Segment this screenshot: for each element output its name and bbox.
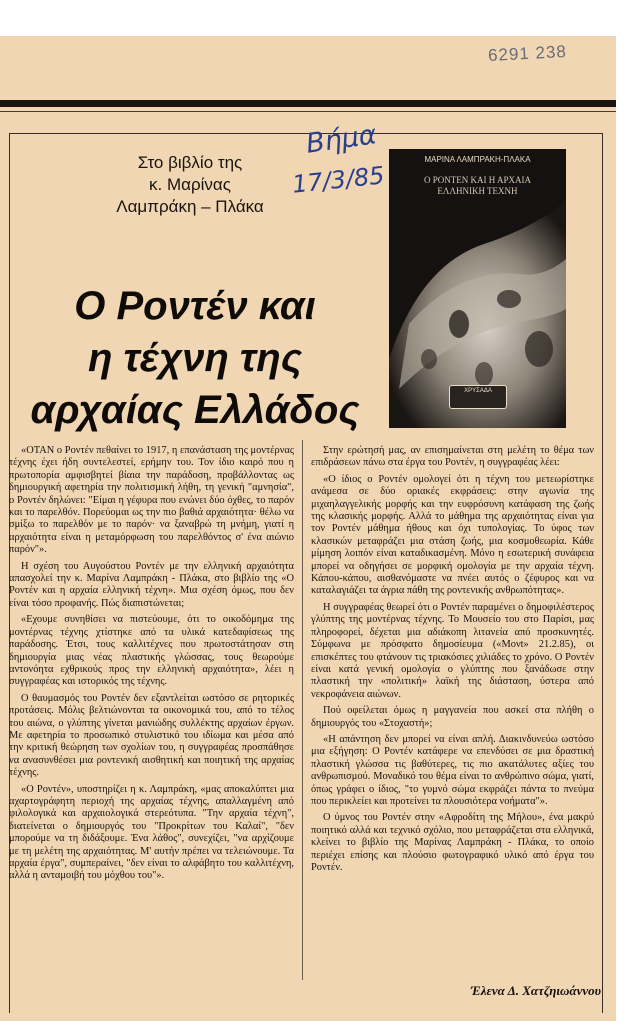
author-signature: Έλενα Δ. Χατζηιωάννου	[470, 983, 601, 998]
article-paragraph: «Εχουμε συνηθίσει να πιστεύουμε, ότι το οικοδόμημα της μοντέρνας τέχνης χτίστηκε από τα υλικά κατεδαφίσεως της παράδοσης. Έτσι, τους καλλιτέχνες που πρωτοστάτησαν στη δημιουργία μιας νέας πλαστικής γλώσσας, τους θεωρούμε αντονόητα εχθρικούς προς την ελληνική αρχαιότητα», λέει η συγγραφέας και ιστορικός της τέχνης.	[9, 614, 294, 688]
header-rule-thin	[0, 111, 616, 112]
title-line: αρχαίας Ελλάδος	[30, 388, 360, 432]
handwritten-newspaper: Βήμα	[304, 119, 379, 160]
header-rule-thick	[0, 100, 616, 107]
article-paragraph: «ΟΤΑΝ ο Ροντέν πεθαίνει το 1917, η επανάσταση της μοντέρνας τέχνης έχει ήδη συντελεστεί, ερήμην του. Τον ίδιο καιρό που η πρωτοπορία αμφισβητεί βίαια την παράδοση, προβάλλοντας ως δημιουργική αφετηρία την πολιτισμική λήθη, τη γενική "αμνησία", ο Ροντέν δηλώνει: "Είμαι η γέφυρα που ενώνει δύο όχθες, το παρόν και το παρελθόν. Πορεύομαι ως την πιο βαθιά αρχαιότητα· θέλω να σμίξω το παρελθόν με το παρόν· να ξαναβρώ τη μνήμη, γιατί η αρχαιότητα είναι η μεταμόρφωση του παρελθόντος σ' ένα αιώνιο παρόν"».	[9, 445, 294, 556]
book-author: ΜΑΡΙΝΑ ΛΑΜΠΡΑΚΗ-ΠΛΑΚΑ	[424, 155, 531, 164]
archive-number: 6291 238	[487, 41, 568, 66]
title-line: Ο Ροντέν και	[74, 284, 316, 328]
publisher-logo: ΧΡΥΣΑΔΑ	[449, 385, 507, 409]
frame-right-line	[602, 133, 603, 1013]
article-paragraph: Πού οφείλεται όμως η μαγγανεία που ασκεί στα πλήθη ο δημιουργός του «Στοχαστή»;	[311, 705, 594, 729]
article-paragraph: Ο ύμνος του Ροντέν στην «Αφροδίτη της Μήλου», ένα μακρύ ποιητικό αλλά και τεχνικό σχόλιο, που μεταφράζεται στα ελληνικά, κλείνει το βιβλίο της Μαρίνας Λαμπράκη - Πλάκα, το οποίο περιέχει επίσης και πλούσιο φωτογραφικό υλικό από έργα του Ροντέν.	[311, 812, 594, 873]
article-paragraph: «Ο Ροντέν», υποστηρίζει η κ. Λαμπράκη, «μας αποκαλύπτει μια αχαρτογράφητη περιοχή της αρχαίας τέχνης, απαλλαγμένη από φιλολογικά και αρχαιολογικά στερεότυπα. "Την αρχαία τέχνη", διατείνεται ο δημιουργός του "Προκρίτων του Καλαί", "δεν μπορούμε να τη διδάξουμε. Ένα λάθος", συνεχίζει, "να αρχίζουμε με τη μελέτη της αρχαιότητας. Μ' αυτήν πρέπει να τελειώνουμε. Τα αρχαία έργα", συμπεραίνει, "δεν είναι το αλφάβητο του καλλιτέχνη, αλλά η ανταμοιβή του μόχθου του"».	[9, 783, 294, 882]
book-title	[389, 175, 566, 197]
article-title	[30, 280, 360, 436]
article-paragraph: Στην ερώτησή μας, αν επισημαίνεται στη μελέτη το θέμα των επιδράσεων πάνω στα έργα του Ροντέν, η συγγραφέας λέει:	[311, 445, 594, 469]
column-divider	[302, 440, 303, 980]
book-cover-photo	[389, 149, 566, 428]
article-paragraph: «Η απάντηση δεν μπορεί να είναι απλή. Διακινδυνεύω ωστόσο μια εξήγηση: Ο Ροντέν κατάφερε να επενδύσει σε μια δραστική πλαστική γλώσσα τις βαθύτερες, τις πιο ακατάλυτες αξίες του ανθρωπισμού. Μοναδικό του θέμα είναι το ανθρώπινο σώμα, γιατί, όπως γράφει ο ίδιος, "το γυμνό σώμα εκφράζει πάντα το πνεύμα που περικλείει και προτείνει τα πλουσιότερα νοήματα"».	[311, 733, 594, 807]
intro-line: Στο βιβλίο της	[137, 153, 243, 172]
intro-line: κ. Μαρίνας	[149, 175, 231, 194]
book-title-line: Ο ΡΟΝΤΕΝ ΚΑΙ Η ΑΡΧΑΙΑ	[424, 175, 531, 185]
article-paragraph: Η σχέση του Αυγούστου Ροντέν με την ελληνική αρχαιότητα απασχολεί την κ. Μαρίνα Λαμπράκη - Πλάκα, στο βιβλίο της «Ο Ροντέν και η αρχαία ελληνική τέχνη». Μια σχέση όμως, που δεν είναι τόσο προφανής. Πώς διαπιστώνεται;	[9, 560, 294, 609]
article-paragraph: «Ο ίδιος ο Ροντέν ομολογεί ότι η τέχνη του μετεωρίστηκε ανάμεσα σε δύο οριακές εκφράσεις: στην αγωνία της μιχαηλαγγελικής μορφής και την ευφρόσυνη κατάφαση της ζωής της κλασικής μορφής. Αλλά το μάθημα της αρχαιότητας είναι για τον Ροντέν μάθημα ήθους και όχι τυπολογίας. Το ύφος των κλασικών μεταφράζει μια στάση ζωής, μια κοσμοθεωρία. Κάθε μίμηση λοιπόν είναι καταδικασμένη. Μόνο η εσωτερική συνάφεια μπορεί να οδηγήσει σε μορφική ομολογία με την αρχαία τέχνη. Κάπου-κάπου, αισθανόμαστε να πνέει αυτός ο ζέφυρος και να καταλαγιάζει τα άγρια πάθη της ροντενικής ανθρωπότητας».	[311, 473, 594, 597]
article-paragraph: Η συγγραφέας θεωρεί ότι ο Ροντέν παραμένει ο δημοφιλέστερος γλύπτης της μοντέρνας τέχνης. Το Μουσείο του στο Παρίσι, μας πληροφορεί, δέχεται μια αδιάκοπη λιτανεία από προσκυνητές. Σύμφωνα με πρόσφατο δημοσίευμα («Μονt» 21.2.85), οι επισκέπτες του φτάνουν τις τριακόσιες χιλιάδες το χρόνο. Ο Ροντέν είναι κατά γενική ομολογία ο γλύπτης που ξανάδωσε στην πλαστική την «πολιτική» λαϊκή της διάσταση, ύστερα από νεκροφάνεια αιώνων.	[311, 601, 594, 700]
intro-line: Λαμπράκη – Πλάκα	[116, 197, 264, 216]
handwritten-date: 17/3/85	[290, 161, 386, 199]
article-column-left	[9, 445, 294, 887]
intro-text	[100, 152, 280, 218]
title-line: η τέχνη της	[87, 336, 302, 380]
handwritten-annotation	[290, 119, 402, 214]
article-column-right	[311, 445, 594, 878]
article-paragraph: Ο θαυμασμός του Ροντέν δεν εξαντλείται ωστόσο σε ρητορικές προτάσεις. Μόλις βελτιώνονται τα οικονομικά του, από το τέλος του αιώνα, ο γλύπτης γίνεται μανιώδης συλλέκτης αρχαίων έργων. Με αφετηρία το προσωπικό στυλιστικό του ιδίωμα και μέσα από την κριτική θεώρηση των σχολίων του, η συγγραφέας προσπάθησε να ανασυνθέσει μια ροντενική αισθητική και ποιητική της αρχαίας τέχνης.	[9, 692, 294, 779]
book-title-line: ΕΛΛΗΝΙΚΗ ΤΕΧΝΗ	[437, 186, 518, 196]
